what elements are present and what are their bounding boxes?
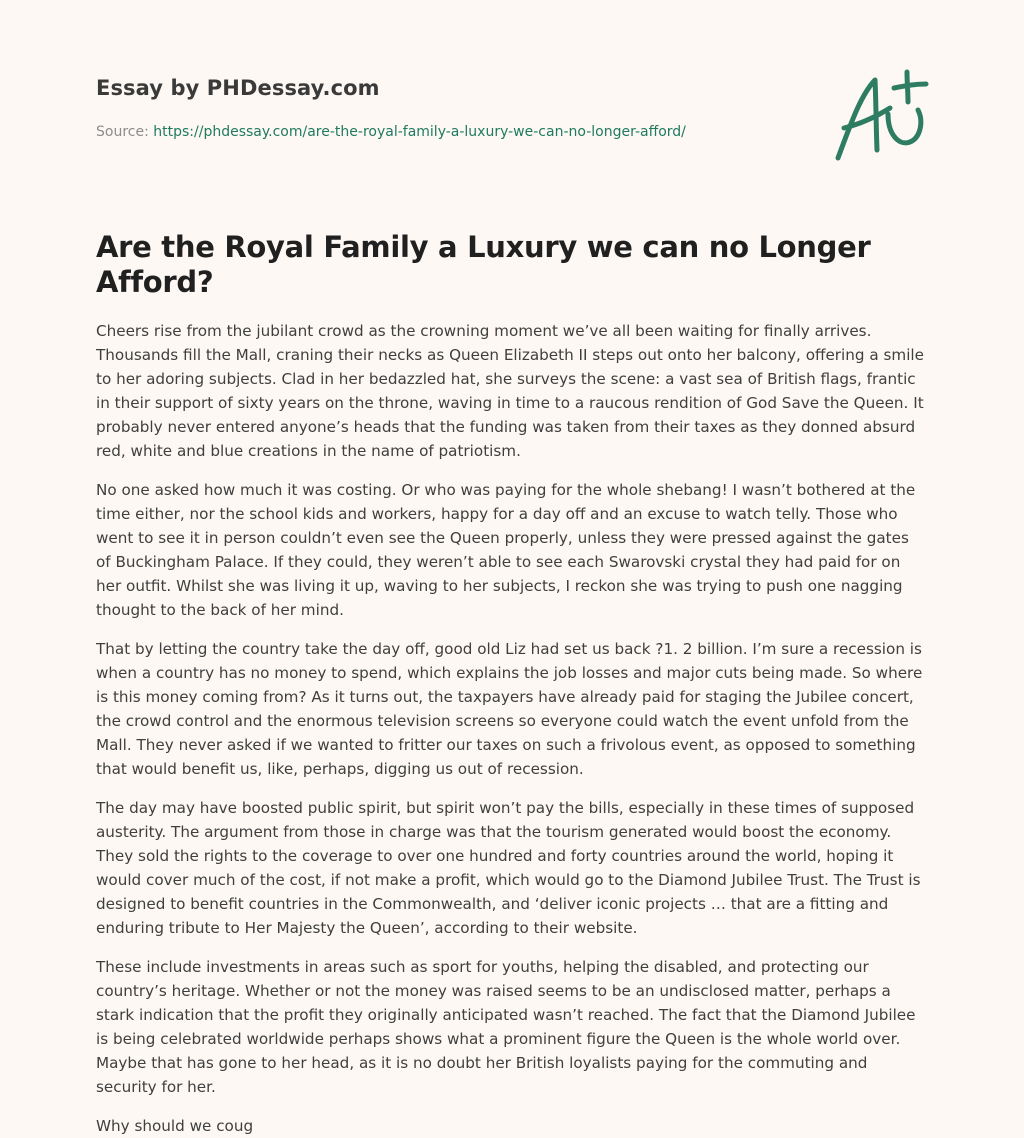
a-plus-grade-icon xyxy=(830,66,934,166)
essay-paragraph: Cheers rise from the jubilant crowd as the crowning moment we’ve all been waiting for finally arrives. Thousands fill the Mall, craning their necks as Queen Elizabeth II steps out onto her balcony, offering a smile to her adoring subjects. Clad in her bedazzled hat, she surveys the scene: a vast sea of British flags, frantic in their support of sixty years on the throne, waving in time to a raucous rendition of God Save the Queen. It probably never entered anyone’s heads that the funding was taken from their taxes as they donned absurd red, white and blue creations in the name of patriotism. xyxy=(96,321,924,460)
essay-paragraph: These include investments in areas such as sport for youths, helping the disabled, and protecting our country’s heritage. Whether or not the money was raised seems to be an undisclosed matter, perhaps a stark indication that the profit they originally anticipated wasn’t reached. The fact that the Diamond Jubilee is being celebrated worldwide perhaps shows what a prominent figure the Queen is the whole world over. Maybe that has gone to her head, as it is no doubt her British loyalists paying for the commuting and security for her. xyxy=(96,957,916,1096)
essay-paragraph: No one asked how much it was costing. Or who was paying for the whole shebang! I wasn’t bothered at the time either, nor the school kids and workers, happy for a day off and an excuse to watch telly. Those who went to see it in person couldn’t even see the Queen properly, unless they were pressed against the gates of Buckingham Palace. If they could, they weren’t able to see each Swarovski crystal they had paid for on her outfit. Whilst she was living it up, waving to her subjects, I reckon she was trying to push one nagging thought to the back of her mind. xyxy=(96,480,916,619)
source-line xyxy=(96,124,686,140)
source-label: Source: xyxy=(96,124,149,140)
source-link[interactable]: https://phdessay.com/are-the-royal-family-a-luxury-we-can-no-longer-afford/ xyxy=(153,124,686,140)
page-header xyxy=(96,0,928,220)
essay-paragraph-truncated: Why should we coug xyxy=(96,1116,254,1135)
site-brand-title: Essay by PHDessay.com xyxy=(96,76,380,100)
essay-body xyxy=(96,319,928,1138)
essay-title: Are the Royal Family a Luxury we can no Longer Afford? xyxy=(96,230,871,299)
essay-paragraph: The day may have boosted public spirit, but spirit won’t pay the bills, especially in these times of supposed austerity. The argument from those in charge was that the tourism generated would boost the economy. They sold the rights to the coverage to over one hundred and forty countries around the world, hoping it would cover much of the cost, if not make a profit, which would go to the Diamond Jubilee Trust. The Trust is designed to benefit countries in the Commonwealth, and ‘deliver iconic projects … that are a fitting and enduring tribute to Her Majesty the Queen’, according to their website. xyxy=(96,798,921,937)
essay-paragraph: That by letting the country take the day off, good old Liz had set us back ?1. 2 billion. I’m sure a recession is when a country has no money to spend, which explains the job losses and major cuts being made. So where is this money coming from? As it turns out, the taxpayers have already paid for staging the Jubilee concert, the crowd control and the enormous television screens so everyone could watch the event unfold from the Mall. They never asked if we wanted to fritter our taxes on such a frivolous event, as opposed to something that would benefit us, like, perhaps, digging us out of recession. xyxy=(96,639,923,778)
logo-check-swoosh xyxy=(888,110,921,143)
logo-plus-horizontal xyxy=(894,84,926,88)
